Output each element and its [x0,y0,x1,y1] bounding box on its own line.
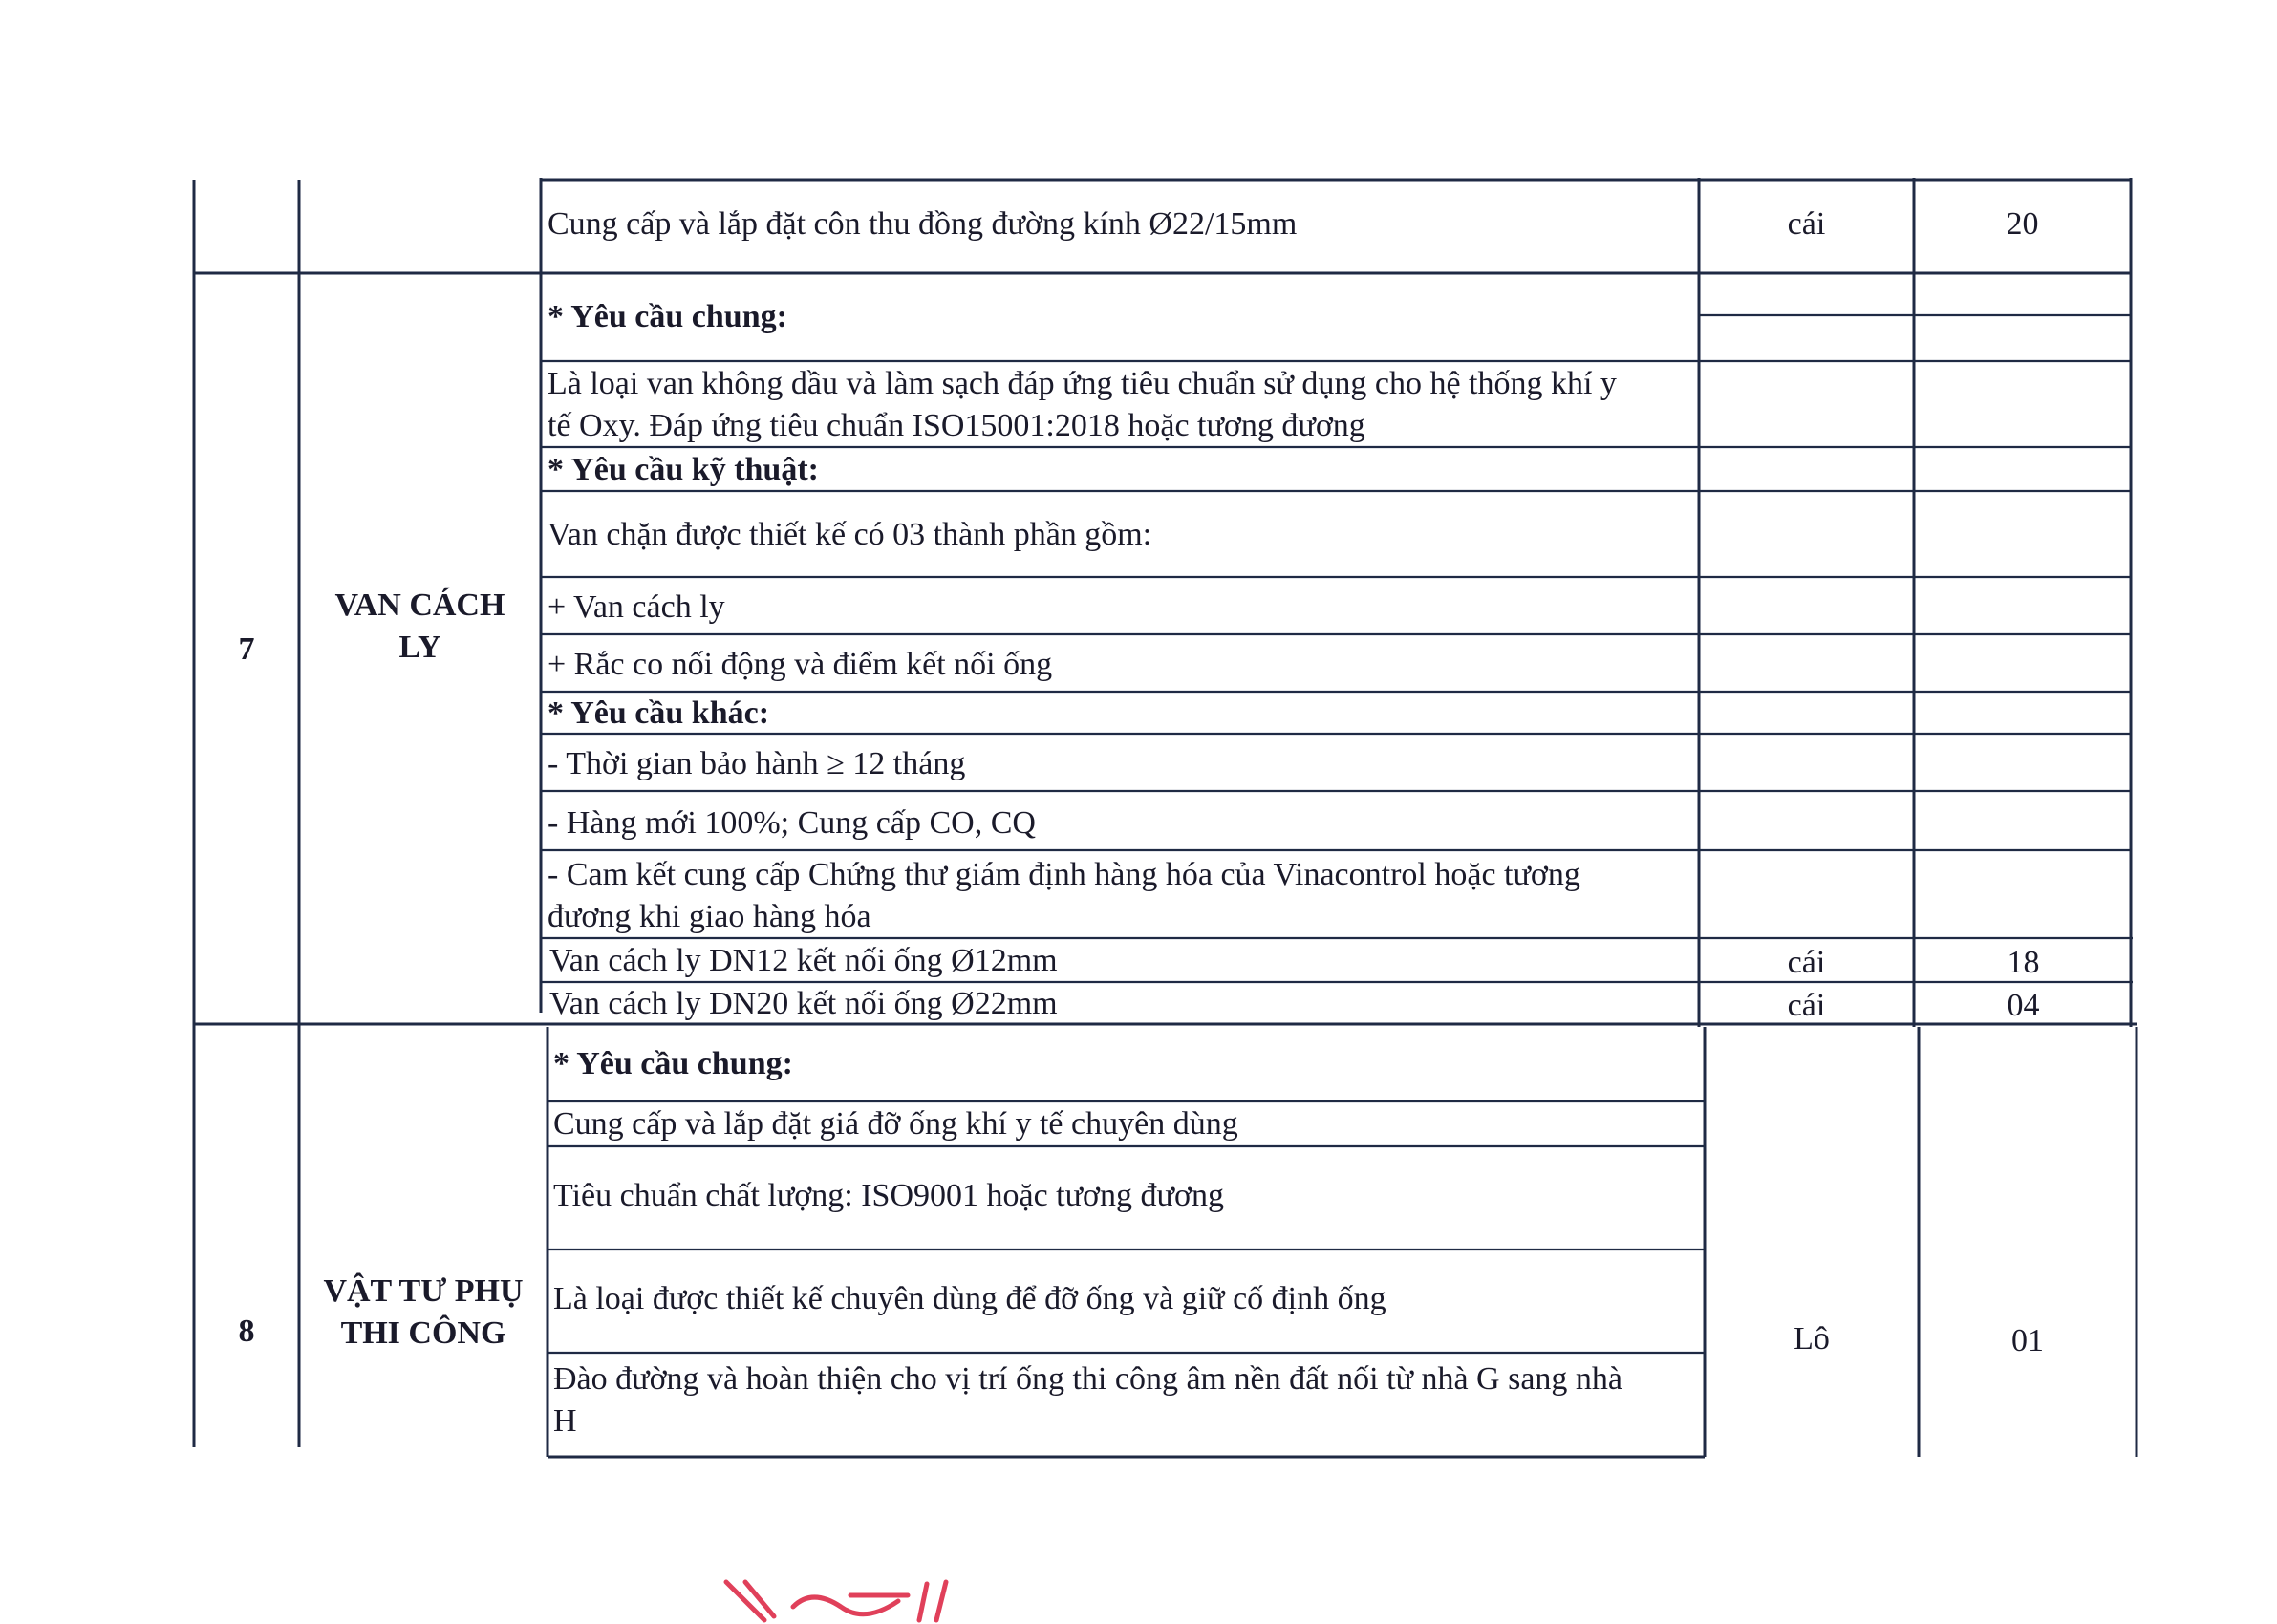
section8-excavation-line2: H [553,1403,577,1439]
top-row-description: Cung cấp và lắp đặt côn thu đồng đường kính Ø22/15mm [548,206,1298,242]
red-stamp-fragment [707,1578,994,1624]
section7-general-heading: * Yêu cầu chung: [548,299,787,334]
section7-general-line1: Là loại van không dầu và làm sạch đáp ứng tiêu chuẩn sử dụng cho hệ thống khí y [548,366,1617,401]
section7-item1-unit: cái [1787,945,1826,980]
top-row-unit: cái [1787,206,1826,242]
section7-component-union: + Rắc co nối động và điểm kết nối ống [548,647,1053,682]
section8-general-heading: * Yêu cầu chung: [553,1046,793,1081]
section7-name-line2: LY [398,630,441,665]
section8-name-line1: VẬT TƯ PHỤ [323,1273,524,1309]
section8-design: Là loại được thiết kế chuyên dùng để đỡ ống và giữ cố định ống [553,1281,1386,1316]
section7-name-line1: VAN CÁCH [334,588,505,623]
section8-unit: Lô [1794,1321,1830,1357]
top-row-qty: 20 [2006,206,2039,242]
section7-item1-description: Van cách ly DN12 kết nối ống Ø12mm [549,943,1058,978]
section8-qty: 01 [2011,1323,2044,1358]
section7-warranty: - Thời gian bảo hành ≥ 12 tháng [548,746,966,781]
section7-commitment-line2: đương khi giao hàng hóa [548,899,871,934]
section7-number: 7 [238,631,255,667]
section7-item2-unit: cái [1787,988,1826,1023]
section7-new-goods: - Hàng mới 100%; Cung cấp CO, CQ [548,805,1036,841]
section7-component-valve: + Van cách ly [548,589,725,625]
section7-technical-heading: * Yêu cầu kỹ thuật: [548,452,819,487]
section7-item2-description: Van cách ly DN20 kết nối ống Ø22mm [549,986,1058,1021]
section7-general-line2: tế Oxy. Đáp ứng tiêu chuẩn ISO15001:2018 hoặc tương đương [548,408,1365,443]
section8-number: 8 [238,1314,255,1349]
section8-quality-standard: Tiêu chuẩn chất lượng: ISO9001 hoặc tương đương [553,1178,1224,1213]
section7-item1-qty: 18 [2007,945,2040,980]
section8-excavation-line1: Đào đường và hoàn thiện cho vị trí ống thi công âm nền đất nối từ nhà G sang nhà [553,1361,1622,1397]
section7-commitment-line1: - Cam kết cung cấp Chứng thư giám định hàng hóa của Vinacontrol hoặc tương [548,857,1580,892]
section7-other-heading: * Yêu cầu khác: [548,695,770,731]
section8-name-line2: THI CÔNG [340,1315,506,1351]
section7-technical-line: Van chặn được thiết kế có 03 thành phần gồm: [548,517,1152,552]
section7-item2-qty: 04 [2007,988,2040,1023]
section8-supply-support: Cung cấp và lắp đặt giá đỡ ống khí y tế chuyên dùng [553,1106,1238,1142]
